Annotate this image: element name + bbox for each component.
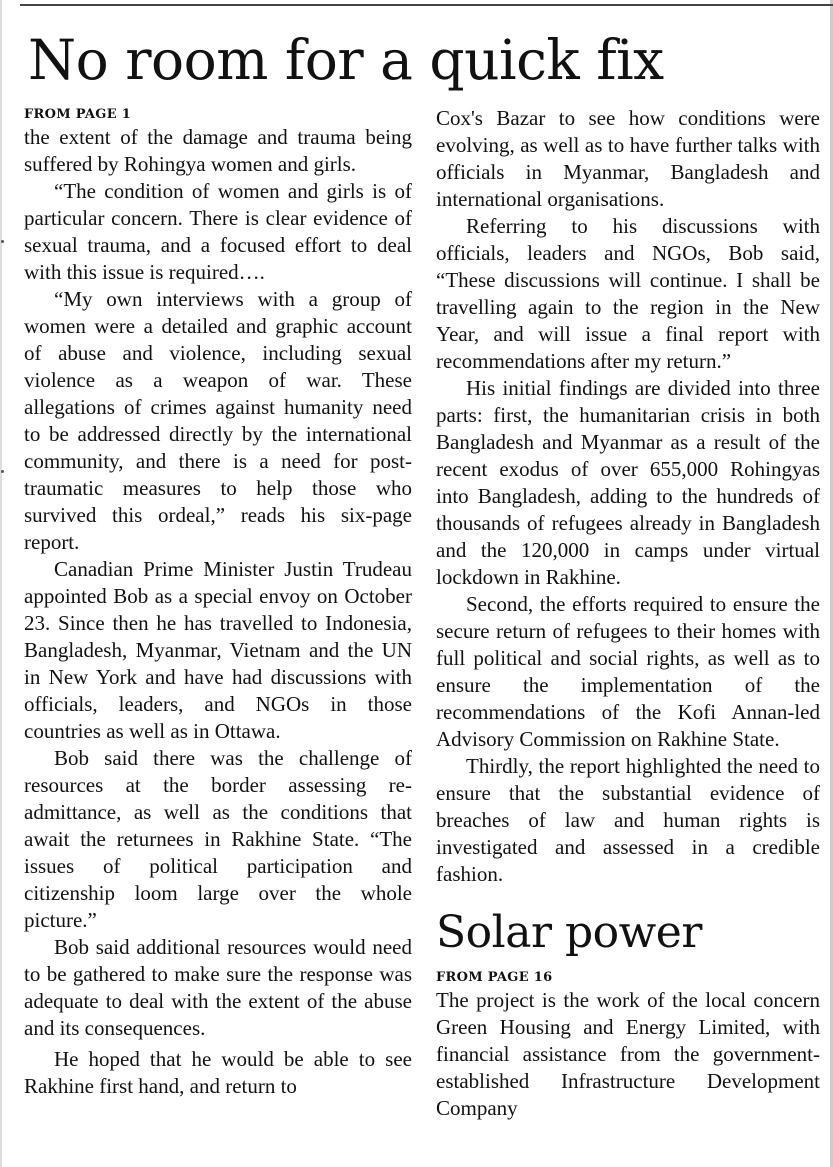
kicker-from-page-16: FROM PAGE 16 [436, 970, 553, 985]
article-paragraph: the extent of the damage and trauma being suffered by Rohingya women and girls. [24, 125, 412, 176]
article-paragraph: Referring to his discussions with officials, leaders and NGOs, Bob said, “These discussions will continue. I shall be travelling again to the region in the New Year, and will issue a final report with recommendations after my return.” [436, 214, 820, 373]
article-column-left [24, 105, 412, 1100]
headline-solar-power: Solar power [436, 907, 702, 958]
article-paragraph: “The condition of women and girls is of particular concern. There is clear evidence of sexual trauma, and a focused effort to deal with this issue is required…. [24, 179, 412, 284]
article-paragraph: Bob said additional resources would need to be gathered to make sure the response was adequate to deal with the extent of the abuse and its consequences. [24, 935, 412, 1040]
article-paragraph: He hoped that he would be able to see Rakhine first hand, and return to [24, 1047, 412, 1098]
article-paragraph: His initial findings are divided into three parts: first, the humanitarian crisis in both Bangladesh and Myanmar as a result of the recent exodus of over 655,000 Rohingyas into Bangladesh, adding to the hundreds of thousands of refugees already in Bangladesh and the 120,000 in camps under virtual lockdown in Rakhine. [436, 376, 820, 589]
page-left-edge [0, 0, 2, 1167]
article-paragraph: Canadian Prime Minister Justin Trudeau appointed Bob as a special envoy on October 23. Since then he has travelled to Indonesia, Bangladesh, Myanmar, Vietnam and the UN in New York and have had discussions with officials, leaders, and NGOs in those countries as well as in Ottawa. [24, 557, 412, 743]
margin-mark [1, 240, 4, 243]
article-paragraph: “My own interviews with a group of women were a detailed and graphic account of abuse and violence, including sexual violence as a weapon of war. These allegations of crimes against humanity need to be addressed directly by the international community, and there is a need for post-traumatic measures to help those who survived this ordeal,” reads his six-page report. [24, 287, 412, 554]
article-paragraph: Bob said there was the challenge of resources at the border assessing readmittance, as well as the conditions that await the returnees in Rakhine State. “The issues of political participation and citizenship loom large over the whole picture.” [24, 746, 412, 932]
article-paragraph: The project is the work of the local concern Green Housing and Energy Limited, with financial assistance from the government-established Infrastructure Development Company [436, 988, 820, 1120]
article-paragraph: Thirdly, the report highlighted the need to ensure that the substantial evidence of breaches of law and human rights is investigated and assessed in a credible fashion. [436, 754, 820, 886]
kicker-from-page-1: FROM PAGE 1 [24, 107, 132, 122]
article-paragraph: Cox's Bazar to see how conditions were evolving, as well as to have further talks with officials in Myanmar, Bangladesh and international organisations. [436, 106, 820, 211]
article-column-right [436, 105, 820, 1122]
article-paragraph: Second, the efforts required to ensure the secure return of refugees to their homes with full political and social rights, as well as to ensure the implementation of the recommendations of the Kofi Annan-led Advisory Commission on Rakhine State. [436, 592, 820, 751]
top-rule [20, 4, 833, 6]
margin-mark [1, 470, 4, 473]
headline-no-room: No room for a quick fix [28, 28, 664, 92]
